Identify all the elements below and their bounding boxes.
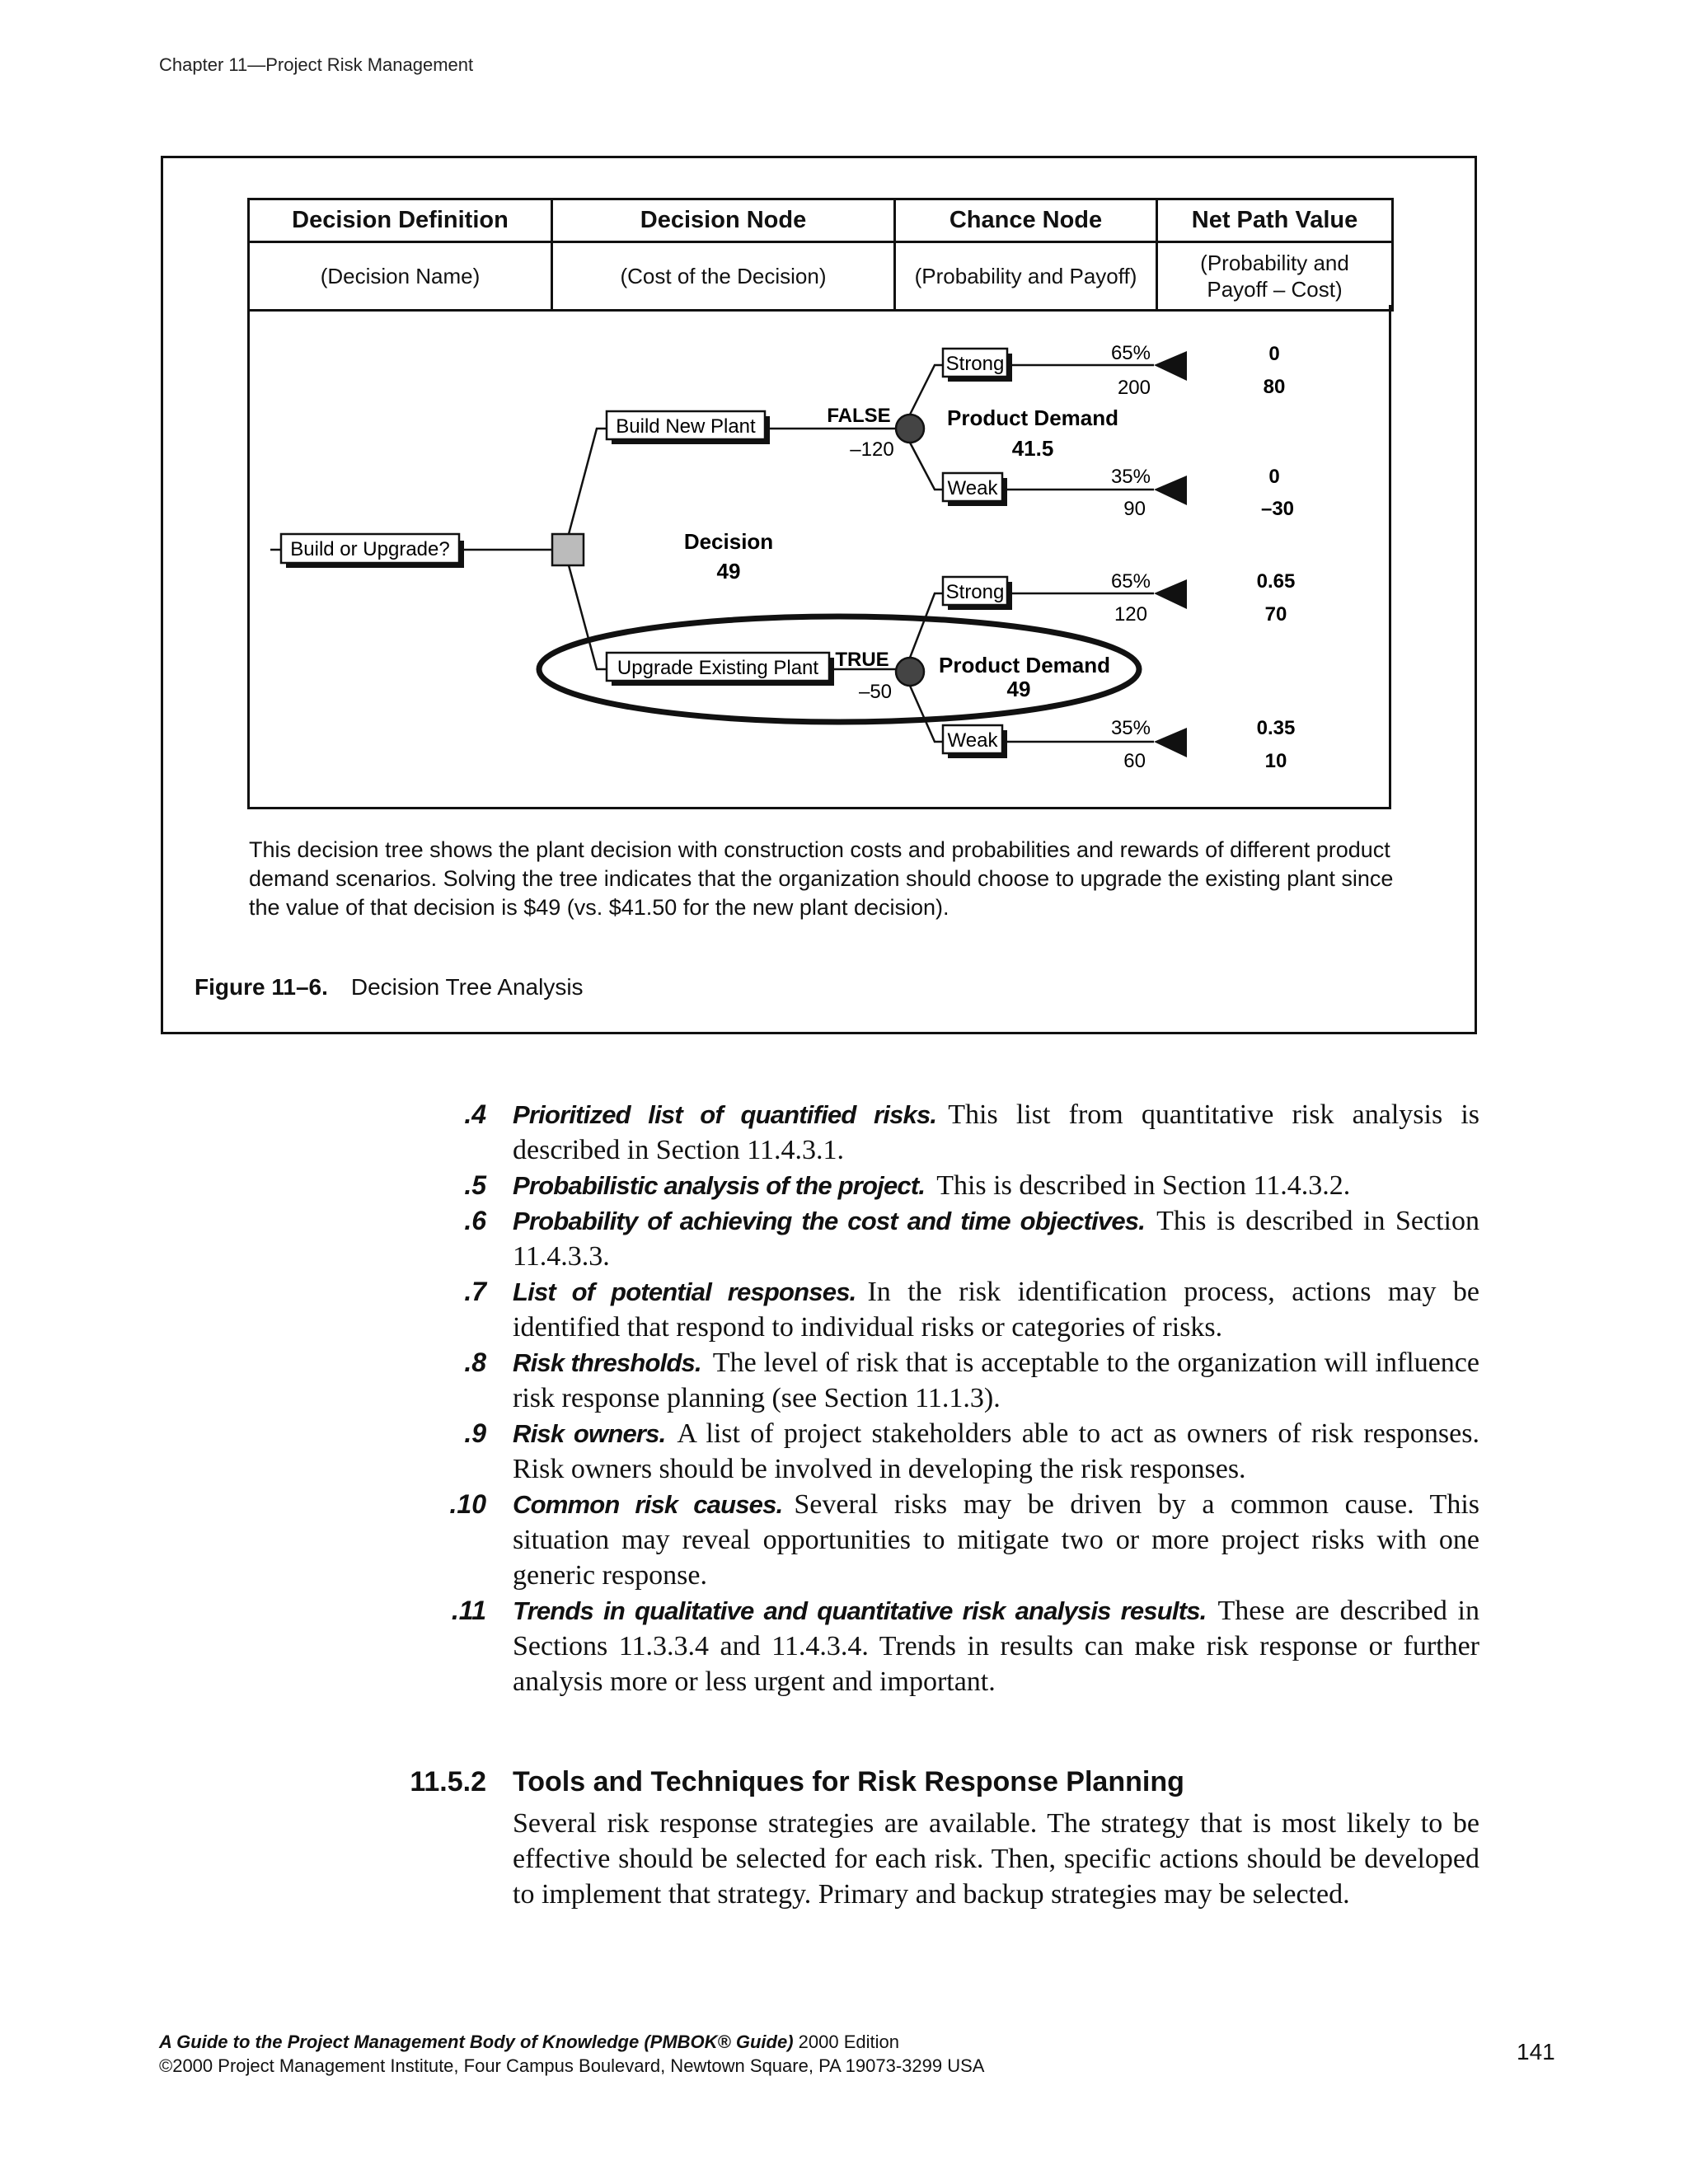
item-number: .8: [464, 1347, 486, 1377]
upgrade-flag: TRUE: [835, 649, 889, 671]
figure-number: Figure 11–6.: [195, 974, 328, 1000]
outcome-prob-4: 35%: [1110, 717, 1151, 739]
col-header-chance-node: Chance Node: [895, 199, 1157, 242]
net-path-top-4: 0.35: [1256, 717, 1296, 739]
item-term: Trends in qualitative and quantitative risk analysis results.: [513, 1596, 1207, 1625]
terminal-triangle-icon: [1154, 728, 1187, 757]
net-path-bottom-3: 70: [1264, 603, 1287, 626]
outcome-payoff-2: 90: [1123, 498, 1146, 520]
figure-label: [195, 974, 584, 1001]
chance-node-icon: [896, 415, 924, 443]
net-path-top-3: 0.65: [1256, 570, 1296, 593]
chance-node-icon: [896, 658, 924, 686]
item-text: In the risk identification process, actions may be identified that respond to individual risks or categories of risks.: [513, 1277, 1479, 1343]
figure-caption: This decision tree shows the plant decision with construction costs and probabilities and rewards of different product demand scenarios. Solving the tree indicates that the organization should choose to upgrade the existing plant since the value of that decision is $49 (vs. $41.50 for the new plant decision).: [249, 837, 1394, 920]
chance-label-new: Product Demand: [946, 405, 1119, 430]
list-item: [396, 1203, 1479, 1274]
outcome-prob-1: 65%: [1110, 342, 1151, 364]
build-new-flag: FALSE: [827, 405, 891, 427]
footer-copyright: ©2000 Project Management Institute, Four Campus Boulevard, Newtown Square, PA 19073-3299 USA: [159, 2055, 985, 2076]
decision-square-icon: [552, 534, 584, 565]
build-new-plant-label: Build New Plant: [616, 415, 756, 438]
item-number: .5: [464, 1170, 486, 1200]
outputs-list: [396, 1097, 1479, 1699]
item-number: .4: [464, 1099, 486, 1129]
outcome-prob-2: 35%: [1110, 466, 1151, 488]
item-number: .11: [451, 1596, 486, 1625]
net-path-top-1: 0: [1268, 343, 1280, 365]
subheader-probability-payoff: (Probability and Payoff): [895, 242, 1157, 311]
outcome-payoff-3: 120: [1114, 603, 1147, 626]
list-item: [396, 1274, 1479, 1345]
running-header: Chapter 11—Project Risk Management: [159, 54, 474, 75]
list-item: [396, 1416, 1479, 1487]
terminal-triangle-icon: [1154, 476, 1187, 505]
subheader-decision-name: (Decision Name): [249, 242, 552, 311]
item-number: .9: [464, 1418, 486, 1448]
decision-label: Decision: [683, 529, 774, 554]
outcome-label-weak-2: Weak: [947, 729, 998, 752]
section-number: 11.5.2: [410, 1766, 486, 1797]
item-term: Risk owners.: [513, 1419, 666, 1448]
decision-tree-diagram: [0, 0, 1688, 907]
item-text: Several risks may be driven by a common cause. This situation may reveal opportunities to mitigate two or more project risks with one generic response.: [513, 1489, 1479, 1591]
root-label: Build or Upgrade?: [290, 538, 450, 560]
outcome-payoff-1: 200: [1117, 377, 1151, 399]
net-path-top-2: 0: [1268, 466, 1280, 488]
item-term: Prioritized list of quantified risks.: [513, 1100, 937, 1129]
list-item: [396, 1345, 1479, 1416]
subheader-cost: (Cost of the Decision): [552, 242, 895, 311]
outcome-label-strong-1: Strong: [945, 353, 1005, 375]
section-title: Tools and Techniques for Risk Response Planning: [513, 1766, 1184, 1797]
outcome-label-strong-2: Strong: [945, 581, 1005, 603]
subheader-net-path-line1: (Probability and: [1200, 251, 1349, 275]
upgrade-plant-label: Upgrade Existing Plant: [617, 657, 819, 679]
footer-title-italic: A Guide to the Project Management Body of Knowledge (PMBOK® Guide): [159, 2032, 794, 2052]
item-number: .10: [449, 1489, 486, 1519]
net-path-bottom-4: 10: [1264, 750, 1287, 772]
col-header-decision-definition: Decision Definition: [249, 199, 552, 242]
list-item: [396, 1593, 1479, 1699]
page-number: 141: [1517, 2039, 1555, 2064]
figure-title: Decision Tree Analysis: [350, 974, 584, 1000]
item-text: The level of risk that is acceptable to the organization will influence risk response planning (see Section 11.1.3).: [513, 1347, 1479, 1413]
list-item: [396, 1168, 1479, 1203]
item-text: This is described in Section 11.4.3.2.: [936, 1170, 1351, 1201]
net-path-bottom-2: –30: [1260, 498, 1295, 520]
outcome-payoff-4: 60: [1123, 750, 1146, 772]
item-term: List of potential responses.: [513, 1277, 856, 1306]
footer-edition: 2000 Edition: [798, 2032, 899, 2052]
item-term: Probability of achieving the cost and time objectives.: [513, 1207, 1146, 1235]
section-body: Several risk response strategies are available. The strategy that is most likely to be effective should be selected for each risk. Then, specific actions should be developed to implement that strategy. Primary and backup strategies may be selected.: [513, 1808, 1479, 1910]
item-number: .7: [464, 1277, 486, 1306]
footer-book-title: [159, 2032, 899, 2053]
terminal-triangle-icon: [1154, 351, 1187, 381]
item-term: Common risk causes.: [513, 1490, 783, 1519]
col-header-net-path-value: Net Path Value: [1157, 199, 1393, 242]
item-text: This is described in Section 11.4.3.3.: [513, 1206, 1479, 1272]
col-header-decision-node: Decision Node: [552, 199, 895, 242]
outcome-prob-3: 65%: [1110, 570, 1151, 593]
net-path-bottom-1: 80: [1263, 376, 1286, 398]
chance-value-new: 41.5: [1011, 436, 1054, 461]
subheader-net-path-line2: Payoff – Cost): [1207, 277, 1343, 302]
item-number: .6: [464, 1206, 486, 1235]
decision-value: 49: [716, 559, 741, 583]
item-text: This list from quantitative risk analysis is described in Section 11.4.3.1.: [513, 1099, 1480, 1165]
item-text: These are described in Sections 11.3.3.4 and 11.4.3.4. Trends in results can make risk response or further analysis more or less urgent and important.: [513, 1596, 1480, 1697]
chance-value-upgrade: 49: [1006, 677, 1031, 701]
upgrade-cost: –50: [858, 681, 893, 703]
item-term: Risk thresholds.: [513, 1348, 701, 1377]
list-item: [396, 1487, 1479, 1593]
item-text: A list of project stakeholders able to act as owners of risk responses. Risk owners should be involved in developing the risk responses.: [513, 1418, 1479, 1484]
outcome-label-weak-1: Weak: [947, 477, 998, 499]
item-term: Probabilistic analysis of the project.: [513, 1171, 926, 1200]
terminal-triangle-icon: [1154, 579, 1187, 609]
list-item: [396, 1097, 1479, 1168]
build-new-cost: –120: [850, 438, 894, 461]
chance-label-upgrade: Product Demand: [938, 653, 1111, 677]
